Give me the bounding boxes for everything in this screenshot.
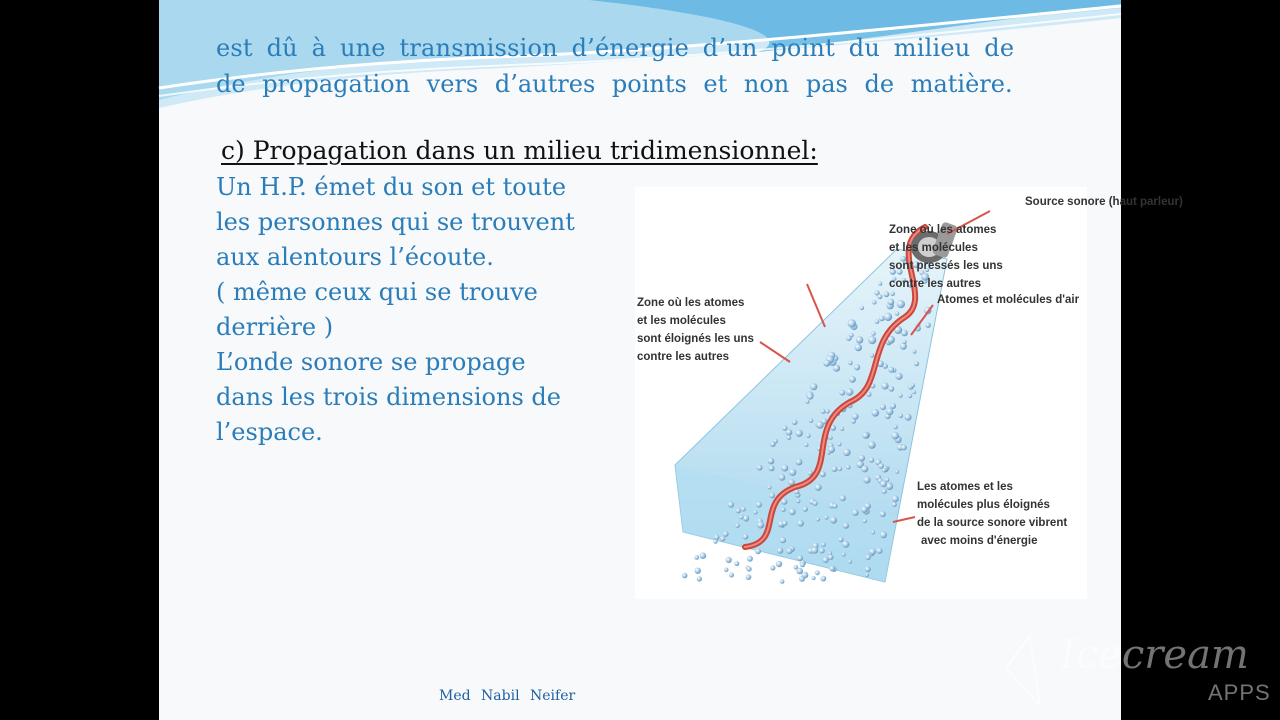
air-molecule — [900, 343, 907, 350]
air-molecule — [682, 573, 688, 579]
air-molecule — [755, 548, 761, 554]
air-molecule — [815, 484, 822, 491]
air-molecule — [803, 507, 808, 512]
air-molecule — [888, 299, 895, 306]
air-molecule — [821, 409, 826, 414]
label-far-1: Les atomes et les — [917, 481, 1013, 493]
air-molecule — [833, 365, 840, 372]
air-molecule — [823, 557, 829, 563]
label-far-2: molécules plus éloignés — [917, 499, 1050, 511]
air-molecule — [713, 539, 717, 543]
air-molecule — [773, 439, 778, 444]
air-molecule — [899, 413, 904, 418]
air-molecule — [912, 390, 916, 394]
air-molecule — [816, 517, 820, 521]
air-molecule — [843, 523, 849, 529]
air-molecule — [854, 364, 860, 370]
air-molecule — [895, 373, 902, 380]
air-molecule — [882, 489, 887, 494]
label-rarefied-3: sont éloignés les uns — [637, 333, 754, 345]
air-molecule — [842, 553, 846, 557]
air-molecule — [872, 409, 880, 417]
air-molecule — [797, 555, 803, 561]
air-molecule — [728, 502, 734, 508]
air-molecule — [861, 506, 868, 513]
air-molecule — [769, 493, 775, 499]
air-molecule — [865, 573, 869, 577]
air-molecule — [821, 542, 826, 547]
air-molecule — [871, 530, 875, 534]
intro-line-1: est dû à une transmission d’énergie d’un point du milieu de — [216, 34, 1015, 62]
air-molecule — [823, 360, 830, 367]
label-rarefied-4: contre les autres — [637, 351, 730, 363]
air-molecule — [746, 566, 751, 571]
air-molecule — [881, 382, 888, 389]
air-molecule — [865, 566, 871, 572]
air-molecule — [863, 519, 867, 523]
paragraph-line: ( même ceux qui se trouve — [216, 278, 538, 306]
paragraph-line: les personnes qui se trouvent — [216, 208, 575, 236]
air-molecule — [746, 574, 752, 580]
air-molecule — [723, 531, 729, 537]
air-molecule — [852, 509, 859, 516]
air-molecule — [852, 413, 858, 419]
air-molecule — [813, 501, 818, 506]
air-molecule — [892, 502, 897, 507]
air-molecule — [825, 409, 830, 414]
air-molecule — [796, 568, 803, 575]
air-molecule — [925, 323, 930, 328]
air-molecule — [739, 515, 743, 519]
label-compressed-1: Zone où les atomes — [889, 224, 997, 236]
air-molecule — [757, 521, 764, 528]
air-molecule — [824, 515, 828, 519]
air-molecule — [769, 465, 775, 471]
air-molecule — [734, 561, 739, 566]
air-molecule — [880, 481, 887, 488]
air-molecule — [697, 576, 702, 581]
air-molecule — [726, 557, 732, 563]
air-molecule — [880, 531, 887, 538]
air-molecule — [756, 502, 762, 508]
air-molecule — [828, 446, 835, 453]
air-molecule — [837, 442, 841, 446]
air-molecule — [861, 465, 868, 472]
air-molecule — [829, 436, 833, 440]
air-molecule — [870, 353, 874, 357]
label-far-4: avec moins d'énergie — [921, 535, 1038, 547]
paragraph-line: l’espace. — [216, 418, 323, 446]
air-molecule — [800, 562, 805, 567]
air-molecule — [724, 568, 729, 573]
air-molecule — [879, 316, 885, 322]
air-molecule — [829, 566, 835, 572]
air-molecule — [880, 511, 886, 517]
air-molecule — [830, 517, 837, 524]
air-molecule — [849, 333, 853, 337]
air-molecule — [804, 443, 808, 447]
sound-propagation-figure — [635, 187, 1183, 599]
air-molecule — [802, 572, 809, 579]
label-source: Source sonore (haut parleur) — [1025, 196, 1183, 208]
air-molecule — [878, 463, 884, 469]
air-molecule — [901, 445, 907, 451]
air-molecule — [876, 548, 882, 554]
air-molecule — [860, 306, 864, 310]
air-molecule — [720, 536, 725, 541]
air-molecule — [781, 507, 786, 512]
air-molecule — [848, 319, 856, 327]
air-molecule — [895, 311, 899, 315]
air-molecule — [849, 376, 856, 383]
watermark-sub: APPS — [1208, 680, 1271, 705]
air-molecule — [855, 344, 862, 351]
air-molecule — [789, 469, 796, 476]
air-molecule — [886, 483, 893, 490]
air-molecule — [842, 541, 849, 548]
air-molecule — [859, 455, 865, 461]
air-molecule — [753, 510, 757, 514]
air-molecule — [908, 394, 912, 398]
air-molecule — [820, 471, 826, 477]
air-molecule — [786, 548, 792, 554]
air-molecule — [695, 568, 701, 574]
air-molecule — [905, 414, 912, 421]
air-molecule — [797, 520, 804, 527]
air-molecule — [776, 561, 782, 567]
label-compressed-4: contre les autres — [889, 278, 982, 290]
air-molecule — [839, 390, 845, 396]
air-molecule — [811, 547, 818, 554]
air-molecule — [846, 388, 854, 396]
air-molecule — [787, 435, 792, 440]
air-molecule — [843, 449, 850, 456]
air-molecule — [743, 534, 749, 540]
air-molecule — [828, 554, 834, 560]
air-molecule — [770, 565, 775, 570]
air-molecule — [812, 576, 816, 580]
air-molecule — [895, 470, 899, 474]
air-molecule — [767, 485, 771, 489]
paragraph-line: derrière ) — [216, 313, 334, 341]
air-molecule — [892, 495, 899, 502]
air-molecule — [869, 549, 876, 556]
air-molecule — [891, 432, 899, 440]
air-molecule — [768, 458, 775, 465]
air-molecule — [736, 508, 741, 513]
paragraph-line: aux alentours l’écoute. — [216, 243, 494, 271]
air-molecule — [912, 350, 916, 354]
air-molecule — [806, 400, 810, 404]
paragraph-line: Un H.P. émet du son et toute — [216, 173, 567, 201]
air-molecule — [867, 392, 872, 397]
air-molecule — [807, 394, 813, 400]
label-rarefied-2: et les molécules — [637, 315, 726, 327]
air-molecule — [897, 300, 905, 308]
air-molecule — [914, 361, 919, 366]
paragraph-line: dans les trois dimensions de — [216, 383, 561, 411]
air-molecule — [838, 537, 843, 542]
air-molecule — [862, 432, 869, 439]
section-heading: c) Propagation dans un milieu tridimensionnel: — [221, 136, 818, 165]
air-molecule — [743, 515, 749, 521]
air-molecule — [782, 521, 787, 526]
air-molecule — [780, 579, 785, 584]
air-molecule — [795, 430, 802, 437]
air-molecule — [899, 394, 903, 398]
air-molecule — [889, 386, 895, 392]
air-molecule — [884, 313, 892, 321]
air-molecule — [780, 537, 786, 543]
air-molecule — [714, 535, 719, 540]
air-molecule — [848, 560, 852, 564]
air-molecule — [789, 508, 796, 515]
air-molecule — [848, 361, 853, 366]
air-molecule — [888, 367, 894, 373]
air-molecule — [781, 465, 788, 472]
air-molecule — [815, 570, 820, 575]
air-molecule — [869, 457, 874, 462]
air-molecule — [806, 434, 810, 438]
label-rarefied-1: Zone où les atomes — [637, 297, 745, 309]
air-molecule — [901, 330, 908, 337]
air-molecule — [903, 340, 907, 344]
label-compressed-2: et les molécules — [889, 242, 978, 254]
air-molecule — [796, 459, 803, 466]
air-molecule — [868, 441, 876, 449]
air-molecule — [782, 425, 787, 430]
air-molecule — [735, 523, 740, 528]
air-molecule — [694, 555, 699, 560]
air-molecule — [846, 465, 851, 470]
air-molecule — [833, 504, 838, 509]
air-molecule — [893, 425, 898, 430]
air-molecule — [796, 499, 800, 503]
air-molecule — [838, 467, 842, 471]
air-molecule — [832, 466, 838, 472]
air-molecule — [911, 383, 915, 387]
label-far-3: de la source sonore vibrent — [917, 517, 1068, 529]
air-molecule — [840, 495, 846, 501]
air-molecule — [878, 282, 882, 286]
label-air: Atomes et molécules d'air — [937, 294, 1080, 306]
air-molecule — [880, 404, 886, 410]
air-molecule — [757, 465, 763, 471]
air-molecule — [877, 294, 882, 299]
air-molecule — [856, 336, 863, 343]
air-molecule — [875, 319, 880, 324]
air-molecule — [886, 408, 893, 415]
air-molecule — [779, 474, 786, 481]
air-molecule — [781, 499, 787, 505]
label-compressed-3: sont pressés les uns — [889, 260, 1003, 272]
air-molecule — [777, 548, 783, 554]
air-molecule — [747, 556, 753, 562]
air-molecule — [729, 573, 734, 578]
paragraph-line: L’onde sonore se propage — [216, 348, 526, 376]
author-footer: Med Nabil Neifer — [439, 688, 576, 704]
air-molecule — [810, 383, 817, 390]
air-molecule — [840, 427, 844, 431]
air-molecule — [700, 552, 707, 559]
intro-line-2: de propagation vers d’autres points et non pas de matière. — [216, 70, 1013, 98]
air-molecule — [871, 331, 875, 335]
watermark-brand: Icecream — [1060, 632, 1249, 678]
air-molecule — [872, 300, 877, 305]
air-molecule — [792, 420, 797, 425]
air-molecule — [819, 548, 825, 554]
air-molecule — [820, 576, 826, 582]
air-molecule — [865, 555, 870, 560]
air-molecule — [882, 468, 886, 472]
air-molecule — [868, 336, 876, 344]
air-molecule — [741, 507, 746, 512]
air-molecule — [809, 418, 814, 423]
air-molecule — [863, 476, 870, 483]
